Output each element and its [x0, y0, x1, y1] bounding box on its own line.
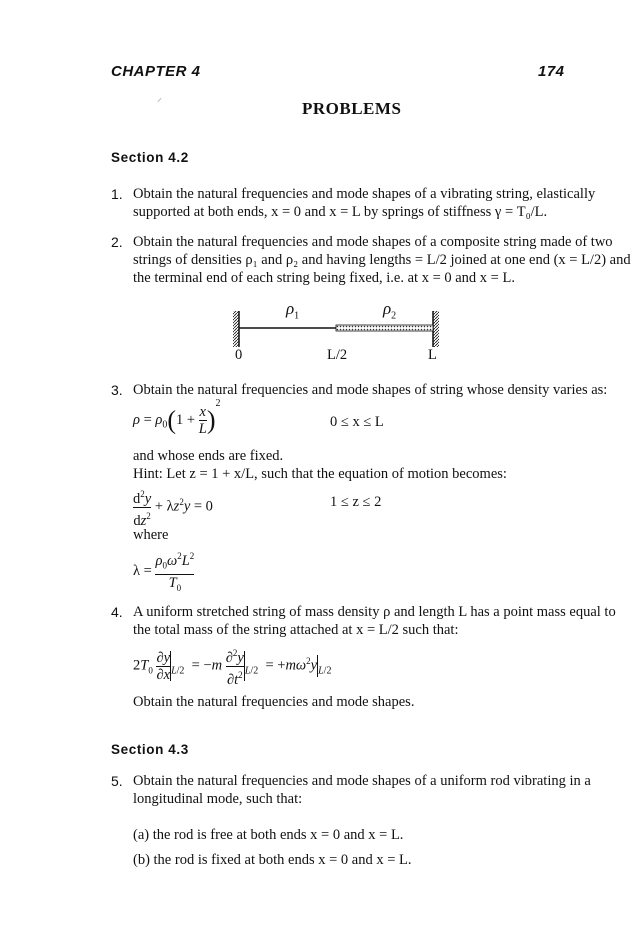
page-number: 174: [538, 63, 565, 80]
stray-mark: ⸝: [157, 93, 162, 104]
problem-number: 4.: [111, 604, 123, 620]
equation-range: 1 ≤ z ≤ 2: [330, 494, 382, 510]
lambda-equation: λ = $\frac{\rho_0\omega^2L^2}{T_0}$: [133, 548, 194, 596]
axis-label-midpoint: L/2: [327, 347, 348, 363]
subproblem-b: (b) the rod is fixed at both ends x = 0 and x = L.: [133, 852, 412, 868]
problem-text: longitudinal mode, such that:: [133, 791, 303, 807]
axis-label-end: L: [428, 347, 437, 363]
problem-text: Obtain the natural frequencies and mode shapes of a vibrating string, elastically: [133, 186, 596, 202]
problem-text: Obtain the natural frequencies and mode shapes.: [133, 694, 415, 710]
page-title: PROBLEMS: [302, 99, 402, 118]
problem-number: 2.: [111, 234, 123, 250]
problem-number: 5.: [111, 773, 123, 789]
problem-text: Obtain the natural frequencies and mode shapes of a uniform rod vibrating in a: [133, 773, 591, 789]
equation-range: 0 ≤ x ≤ L: [330, 414, 384, 430]
problem-text: strings of densities ρ₁ and ρ₂ and having lengths = L/2 joined at one end (x = L/2) and: [133, 252, 631, 268]
right-wall: [433, 311, 439, 347]
problem-number: 3.: [111, 382, 123, 398]
string-segment-2: [336, 325, 433, 331]
rho2-label: $\rho_2$: [383, 299, 397, 322]
problem-text: the terminal end of each string being fixed, i.e. at x = 0 and x = L.: [133, 270, 515, 286]
problem-text: A uniform stretched string of mass density ρ and length L has a point mass equal to: [133, 604, 616, 620]
density-equation: $\rho = \rho_0(1$ + $\frac{x}{L}$ )$^2$: [133, 398, 221, 437]
rho1-label: $\rho_1$: [286, 299, 300, 322]
hint-text: Hint: Let z = 1 + x/L, such that the equation of motion becomes:: [133, 466, 507, 482]
point-mass-condition: $2T_0$ $\frac{\partial y}{\partial x}$ $_{L/2}$ = −m $\frac{\partial^2y}{\partial t^2}$ $_{L/2} = +m\omega^2y_{L/2}$: [133, 648, 332, 688]
motion-equation: $\frac{d^2y}{dz^2}$ + $\lambda z^2y = 0$: [133, 489, 213, 529]
section-heading: Section 4.3: [111, 742, 189, 757]
problem-text: Obtain the natural frequencies and mode shapes of a composite string made of two: [133, 234, 613, 250]
section-heading: Section 4.2: [111, 150, 189, 165]
problem-text: the total mass of the string attached at x = L/2 such that:: [133, 622, 459, 638]
chapter-heading: CHAPTER 4: [111, 63, 201, 80]
left-wall: [233, 311, 239, 347]
where-label: where: [133, 527, 169, 543]
problem-number: 1.: [111, 186, 123, 202]
axis-label-zero: 0: [235, 347, 243, 363]
problem-text: Obtain the natural frequencies and mode shapes of string whose density varies as:: [133, 382, 608, 398]
problem-text: and whose ends are fixed.: [133, 448, 284, 464]
problem-text: supported at both ends, x = 0 and x = L by springs of stiffness γ = T₀/L.: [133, 204, 548, 220]
subproblem-a: (a) the rod is free at both ends x = 0 and x = L.: [133, 827, 404, 843]
